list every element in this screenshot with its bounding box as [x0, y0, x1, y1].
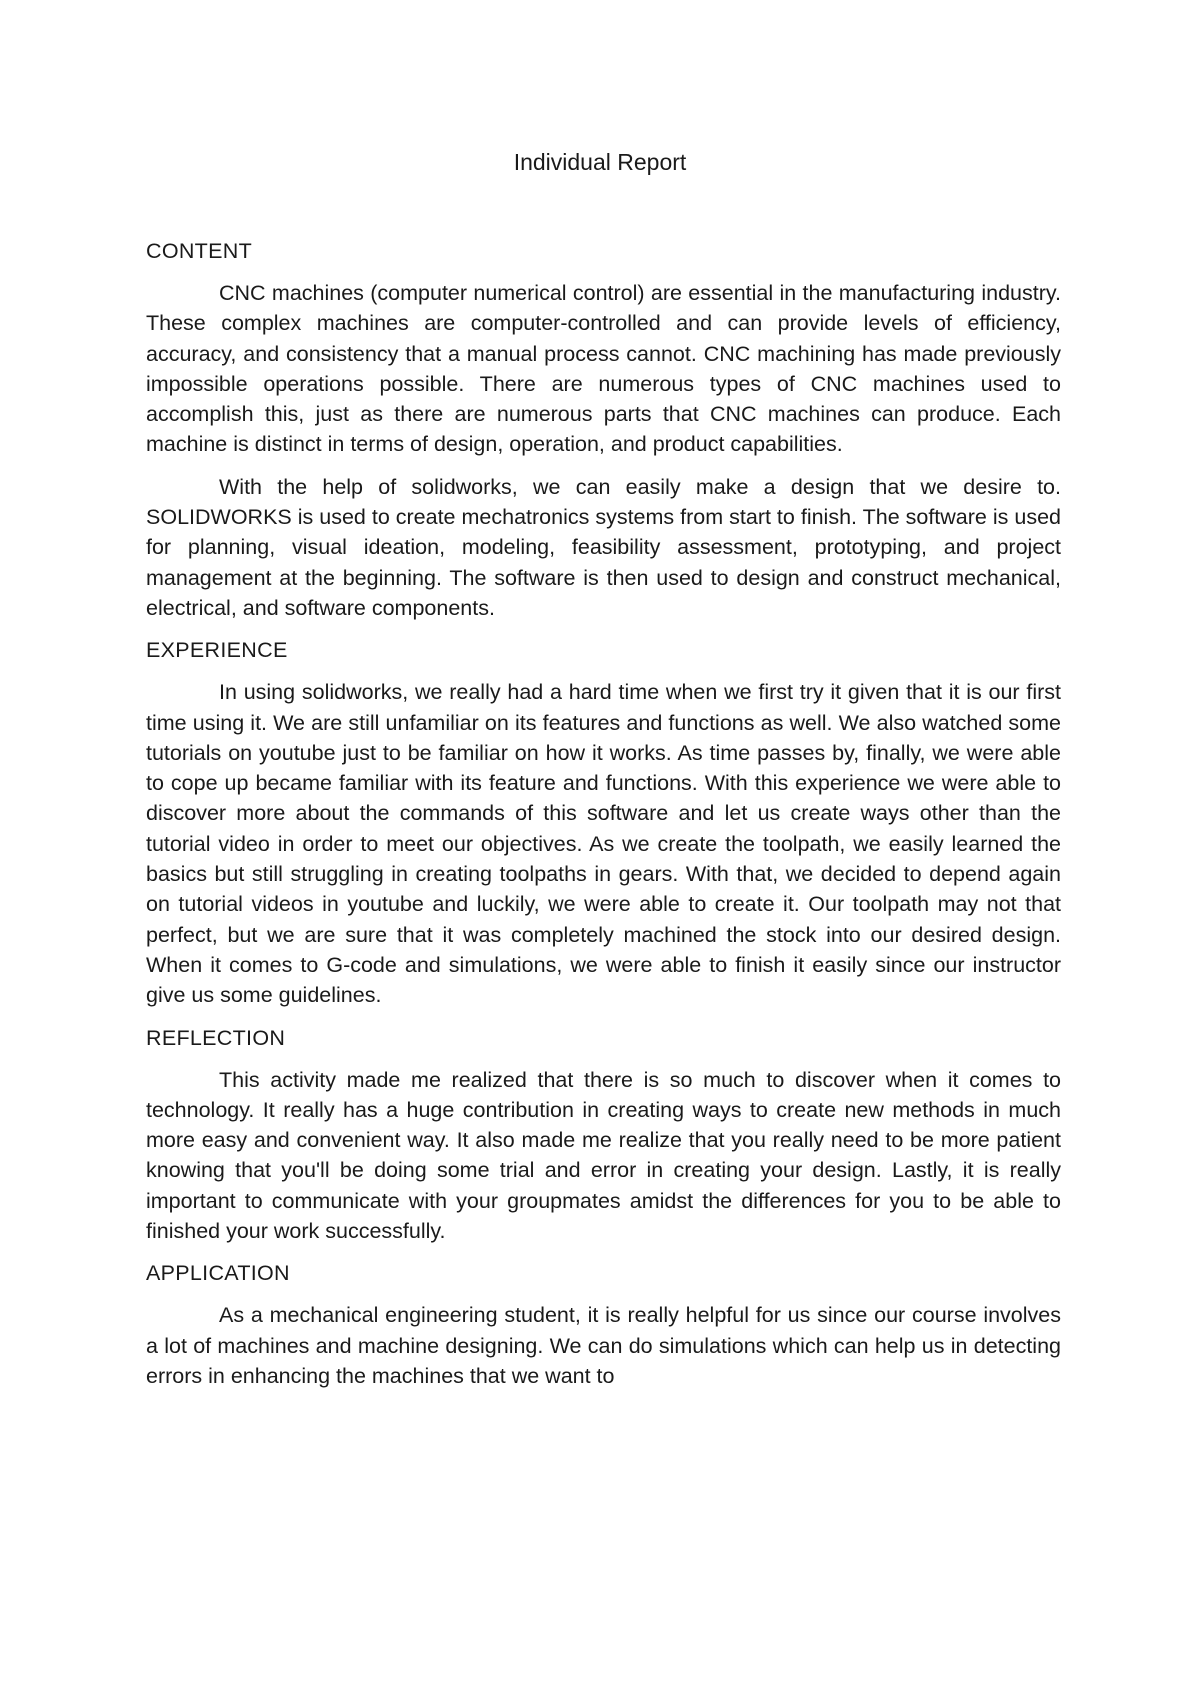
section-heading-reflection: REFLECTION — [146, 1025, 286, 1050]
section-heading-experience: EXPERIENCE — [146, 638, 288, 663]
section-content — [146, 236, 1061, 623]
section-experience — [146, 635, 1061, 1010]
paragraph: As a mechanical engineering student, it is really helpful for us since our course involves a lot of machines and machine designing. We can do simulations which can help us in detecting errors in enhancing the machines that we want to — [146, 1303, 1061, 1388]
paragraph: With the help of solidworks, we can easily make a design that we desire to. SOLIDWORKS is used to create mechatronics systems from start to finish. The software is used for planning, visual ideation, modeling, feasibility assessment, prototyping, and project management at the beginning. The software is then used to design and construct mechanical, electrical, and software components. — [146, 474, 1061, 620]
paragraph: CNC machines (computer numerical control) are essential in the manufacturing industry. These complex machines are computer-controlled and can provide levels of efficiency, accuracy, and consistency that a manual process cannot. CNC machining has made previously impossible operations possible. There are numerous types of CNC machines used to accomplish this, just as there are numerous parts that CNC machines can produce. Each machine is distinct in terms of design, operation, and product capabilities. — [146, 281, 1061, 457]
document-title: Individual Report — [513, 149, 687, 175]
section-reflection — [146, 1023, 1061, 1247]
paragraph: This activity made me realized that there is so much to discover when it comes to technology. It really has a huge contribution in creating ways to create new methods in much more easy and convenient way. It also made me realize that you really need to be more patient knowing that you'll be doing some trial and error in creating your design. Lastly, it is really important to communicate with your groupmates amidst the differences for you to be able to finished your work successfully. — [146, 1067, 1061, 1244]
document-body — [146, 236, 1061, 1403]
paragraph: In using solidworks, we really had a hard time when we first try it given that it is our first time using it. We are still unfamiliar on its features and functions as well. We also watched some tutorials on youtube just to be familiar on how it works. As time passes by, finally, we were able to cope up became familiar with its feature and functions. With this experience we were able to discover more about the commands of this software and let us create ways other than the tutorial video in order to meet our objectives. As we create the toolpath, we easily learned the basics but still struggling in creating toolpaths in gears. With that, we decided to depend again on tutorial videos in youtube and luckily, we were able to create it. Our toolpath may not that perfect, but we are sure that it was completely machined the stock into our desired design. When it comes to G-code and simulations, we were able to finish it easily since our instructor give us some guidelines. — [146, 680, 1061, 1008]
section-application — [146, 1258, 1061, 1391]
section-heading-application: APPLICATION — [146, 1261, 290, 1286]
section-heading-content: CONTENT — [146, 239, 253, 263]
